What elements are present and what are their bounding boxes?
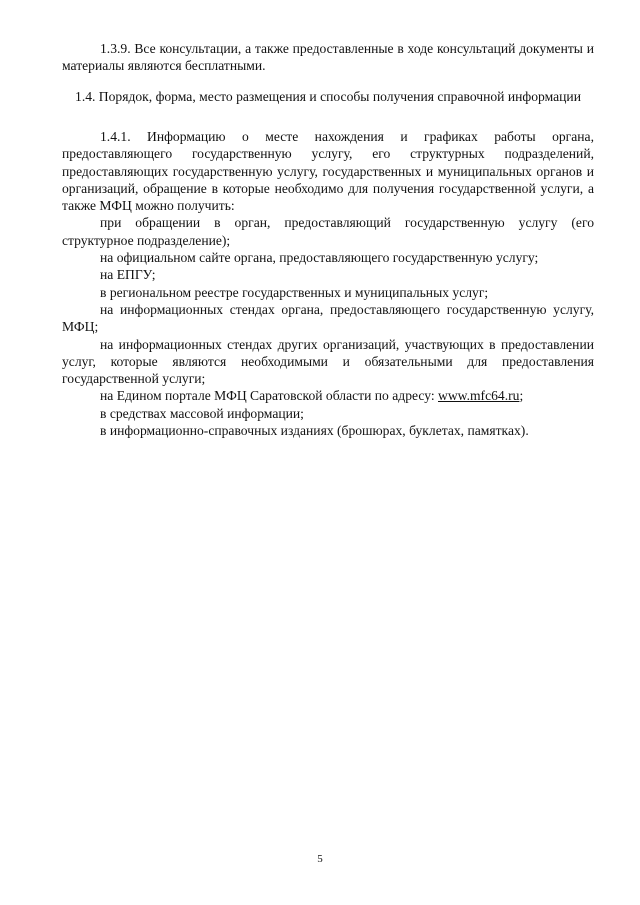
list-item: на ЕПГУ; xyxy=(100,267,156,283)
list-item: при обращении в орган, предоставляющий государственную услугу (его структурное подразделение); xyxy=(62,215,594,248)
list-item: в региональном реестре государственных и муниципальных услуг; xyxy=(100,284,489,300)
list-item-mfc-portal xyxy=(62,387,594,404)
mfc-portal-link[interactable]: www.mfc64.ru xyxy=(438,388,520,404)
paragraph-1-3-9: 1.3.9. Все консультации, а также предоставленные в ходе консультаций документы и материалы являются бесплатными. xyxy=(62,41,594,74)
list-item: на официальном сайте органа, предоставляющего государственную услугу; xyxy=(100,250,539,266)
mfc-portal-prefix: на Едином портале МФЦ Саратовской области по адресу: xyxy=(100,388,439,404)
list-item: в информационно-справочных изданиях (брошюрах, буклетах, памятках). xyxy=(100,423,529,439)
paragraph-block-1-3-9 xyxy=(62,40,594,75)
paragraph-block-1-4-1 xyxy=(62,128,594,439)
list-item: на информационных стендах других организаций, участвующих в предоставлении услуг, которые являются необходимыми и обязательными для предоставления государственной услуги; xyxy=(62,336,594,387)
section-heading-1-4: 1.4. Порядок, форма, место размещения и способы получения справочной информации xyxy=(75,89,581,104)
page-number: 5 xyxy=(317,853,323,865)
list-item: в средствах массовой информации; xyxy=(100,405,304,421)
paragraph-1-4-1: 1.4.1. Информацию о месте нахождения и графиках работы органа, предоставляющего государственную услугу, его структурных подразделений, предоставляющих государственную услугу, государственных и муниципальных органов и организаций, обращение в которые необходимо для получения государственной услуги, а также МФЦ можно получить: xyxy=(62,129,594,214)
mfc-portal-suffix: ; xyxy=(519,388,524,404)
list-item: на информационных стендах органа, предоставляющего государственную услугу, МФЦ; xyxy=(62,301,594,335)
